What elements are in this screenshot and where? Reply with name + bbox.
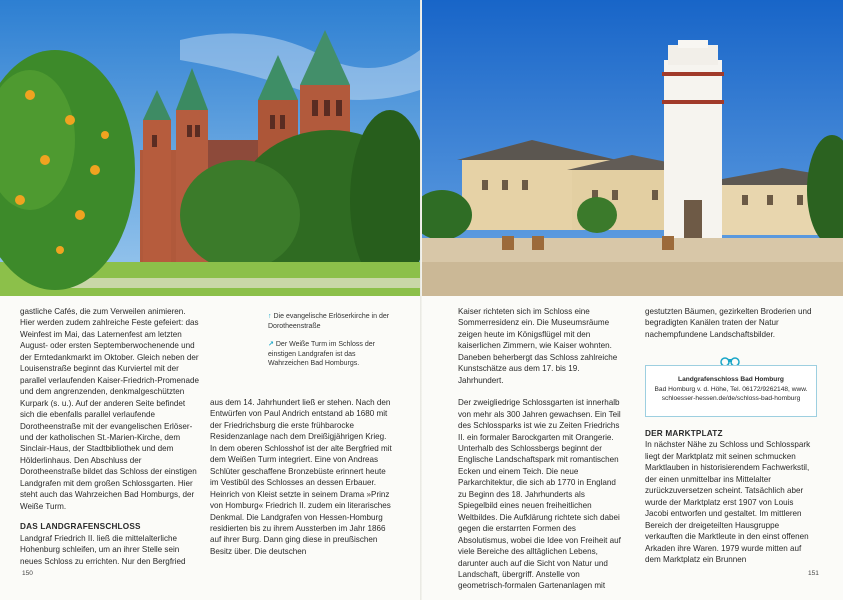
info-box-contact: Bad Homburg v. d. Höhe, Tel. 06172/9262148, www. xyxy=(654,385,808,393)
left-column-2 xyxy=(210,397,394,557)
body-paragraph: In nächster Nähe zu Schloss und Schlosspark liegt der Marktplatz mit seinen schmucken Marktlauben in historisierendem Fachwerkstil, der einen unmittelbar ins Mittelalter zurückzuversetzen scheint. Tatsächlich aber wurde der Marktplatz erst 1907 von Louis Jacobi entworfen und gestaltet. Im mittleren Bereich der dreigeteilten Hausgruppe verkauften die Marktleute in den einst offenen Arkaden ihre Waren. 1979 wurde mitten auf dem Marktplatz ein Brunnen xyxy=(645,440,811,564)
body-paragraph: aus dem 14. Jahrhundert ließ er stehen. Nach den Entwürfen von Paul Andrich entstand ab 1680 mit der Friedrichsburg die erste frühbarocke Residenzanlage nach dem Dreißigjährigen Krieg. In dem oberen Schlosshof ist der alte Bergfried mit dem Weißen Turm integriert. Eine von Andreas Schlüter geschaffene Bronzebüste erinnert heute im Vestibül des Schlosses an dessen Erbauer. Heinrich von Kleist setzte in seinem Drama »Prinz von Homburg« Friedrich II. zudem ein literarisches Denkmal. Die Landgrafen von Hessen-Homburg residierten bis zu ihrem Aussterben im Jahr 1866 auf ihrer Burg. Dann ging diese in preußischen Besitz über. Die deutschen xyxy=(210,398,392,556)
body-paragraph: gestutzten Bäumen, gezirkelten Broderien und begradigten Kanälen traten der Natur nachempfundene Landschaftsbilder. xyxy=(645,307,812,339)
info-box xyxy=(645,365,817,417)
page-number-right: 151 xyxy=(808,570,819,577)
page-number-left: 150 xyxy=(22,570,33,577)
church-photo xyxy=(0,0,420,296)
info-box-url: schloesser-hessen.de/de/schloss-bad-homburg xyxy=(661,395,801,402)
right-column-1 xyxy=(458,306,626,592)
arrow-left-icon: ↑ xyxy=(268,313,272,320)
body-paragraph: Der zweigliedrige Schlossgarten ist innerhalb von mehr als 300 Jahren gewachsen. Ein Teil des Schlossparks ist wie zu Zeiten Friedrichs II. ein formaler Barockgarten mit Orangerie. Unterhalb des Schlossbergs beginnt der Englische Landschaftspark mit romantischen Ecken und einem Teich. Die neue Parkarchitektur, die sich ab 1770 in England zu Beginn des 18. Jahrhunderts als Spiegelbild eines neuen freiheitlichen Weltbildes. Die Aufklärung richtete sich dabei gegen die erstarrten Formen des Absolutismus, wobei die Idee von Freiheit auf viele Bereiche des alltäglichen Lebens, darunter auch auf die Sicht von Natur und Landschaft, übergriff. Anstelle von geometrisch-formalen Gartenanlagen mit xyxy=(458,398,621,591)
body-paragraph: Kaiser richteten sich im Schloss eine Sommerresidenz ein. Die Museumsräume zeigen heute im Königsflügel mit den kaiserlichen Zimmern, wie Kaiser wohnten. Daneben beherbergt das Schloss zahlreiche Kunstschätze aus dem 17. bis 19. Jahrhundert. xyxy=(458,307,618,385)
section-heading-landgrafenschloss: DAS LANDGRAFENSCHLOSS xyxy=(20,522,141,532)
body-paragraph: gastliche Cafés, die zum Verweilen animieren. Hier werden zudem zahlreiche Feste gefeiert: das Weinfest im Mai, das Laternenfest am letzten August- oder ersten Septemberwochenende und der Erntedankmarkt im Oktober. Gleich neben der Louisenstraße beginnt das Kurviertel mit der parallel verlaufenden Kaiser-Friedrich-Promenade und dem angrenzenden, denkmalgeschützten Kurpark (s. u.). Auf der anderen Seite befindet sich die ebenfalls parallel verlaufende Dorotheenstraße mit der evangelischen Erlöser- und der katholischen St.-Marien-Kirche, dem Sinclair-Haus, der Stadtbibliothek und dem Hölderlinhaus. Den Abschluss der Dorotheenstraße bildet das Schloss der einstigen Landgrafen mit dem großen Schlossgarten. Hier steht auch das Wahrzeichen Bad Homburgs, der Weiße Turm. xyxy=(20,307,200,511)
right-column-2 xyxy=(645,306,817,340)
left-column-1 xyxy=(20,306,200,567)
caption-tower: Der Weiße Turm im Schloss der einstigen Landgrafen ist das Wahrzeichen Bad Homburgs. xyxy=(268,341,375,367)
arrow-right-icon: ↗ xyxy=(268,341,274,348)
right-column-2-lower xyxy=(645,428,817,565)
photo-captions xyxy=(268,312,393,369)
info-box-title: Landgrafenschloss Bad Homburg xyxy=(678,376,784,383)
caption-church: Die evangelische Erlöserkirche in der Dorotheenstraße xyxy=(268,313,390,330)
castle-photo xyxy=(422,0,843,296)
section-heading-marktplatz: DER MARKTPLATZ xyxy=(645,429,723,438)
body-paragraph: Landgraf Friedrich II. ließ die mittelalterliche Hohenburg schleifen, um an ihrer Stelle sein neues Schloss zu errichten. Nur den Bergfried xyxy=(20,533,186,566)
